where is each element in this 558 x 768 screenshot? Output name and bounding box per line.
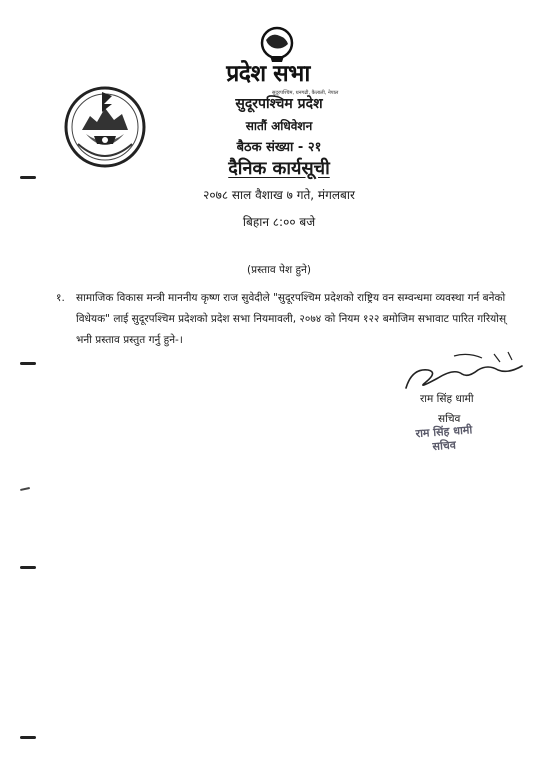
signatory-name: राम सिंह धामी (420, 393, 474, 405)
punch-mark (20, 176, 36, 179)
signatory-title: सचिव (438, 413, 461, 425)
punch-mark (20, 362, 36, 365)
stamp-name: राम सिंह धामी (415, 423, 473, 441)
agenda-title: दैनिक कार्यसूची (228, 158, 330, 179)
section-heading: (प्रस्ताव पेश हुने) (247, 264, 311, 276)
session-name: सातौं अधिवेशन (245, 119, 313, 133)
punch-mark (20, 566, 36, 569)
province-name: सुदूरपश्चिम प्रदेश (235, 96, 323, 112)
agenda-item-text: सामाजिक विकास मन्त्री माननीय कृष्ण राज सुवेदीले "सुदूरपश्चिम प्रदेशको राष्ट्रिय वन सम्वन्धमा व्यवस्था गर्न बनेको विधेयक" लाई सुदूरपश्चिम प्रदेशको प्रदेश सभा नियमावली, २०७४ को नियम १२२ बमोजिम सभावाट पारित गरियोस् भनी प्रस्ताव प्रस्तुत गर्नु हुने-। (76, 292, 507, 346)
handwritten-signature (398, 348, 528, 396)
official-stamp (415, 421, 509, 455)
meeting-time: बिहान ८:०० बजे (242, 215, 316, 229)
punch-mark (20, 736, 36, 739)
logo-text: प्रदेश सभा (226, 61, 310, 87)
punch-mark (20, 487, 30, 491)
meeting-number: बैठक संख्या - २१ (236, 140, 322, 155)
stamp-title: सचिव (432, 438, 457, 454)
agenda-item-number: १. (56, 292, 65, 304)
logo-subtext: सुदूरपश्चिम, धनगढी, कैलाली, नेपाल (272, 90, 339, 96)
assembly-logo (212, 26, 339, 96)
meeting-date: २०७८ साल वैशाख ७ गते, मंगलबार (203, 188, 355, 202)
